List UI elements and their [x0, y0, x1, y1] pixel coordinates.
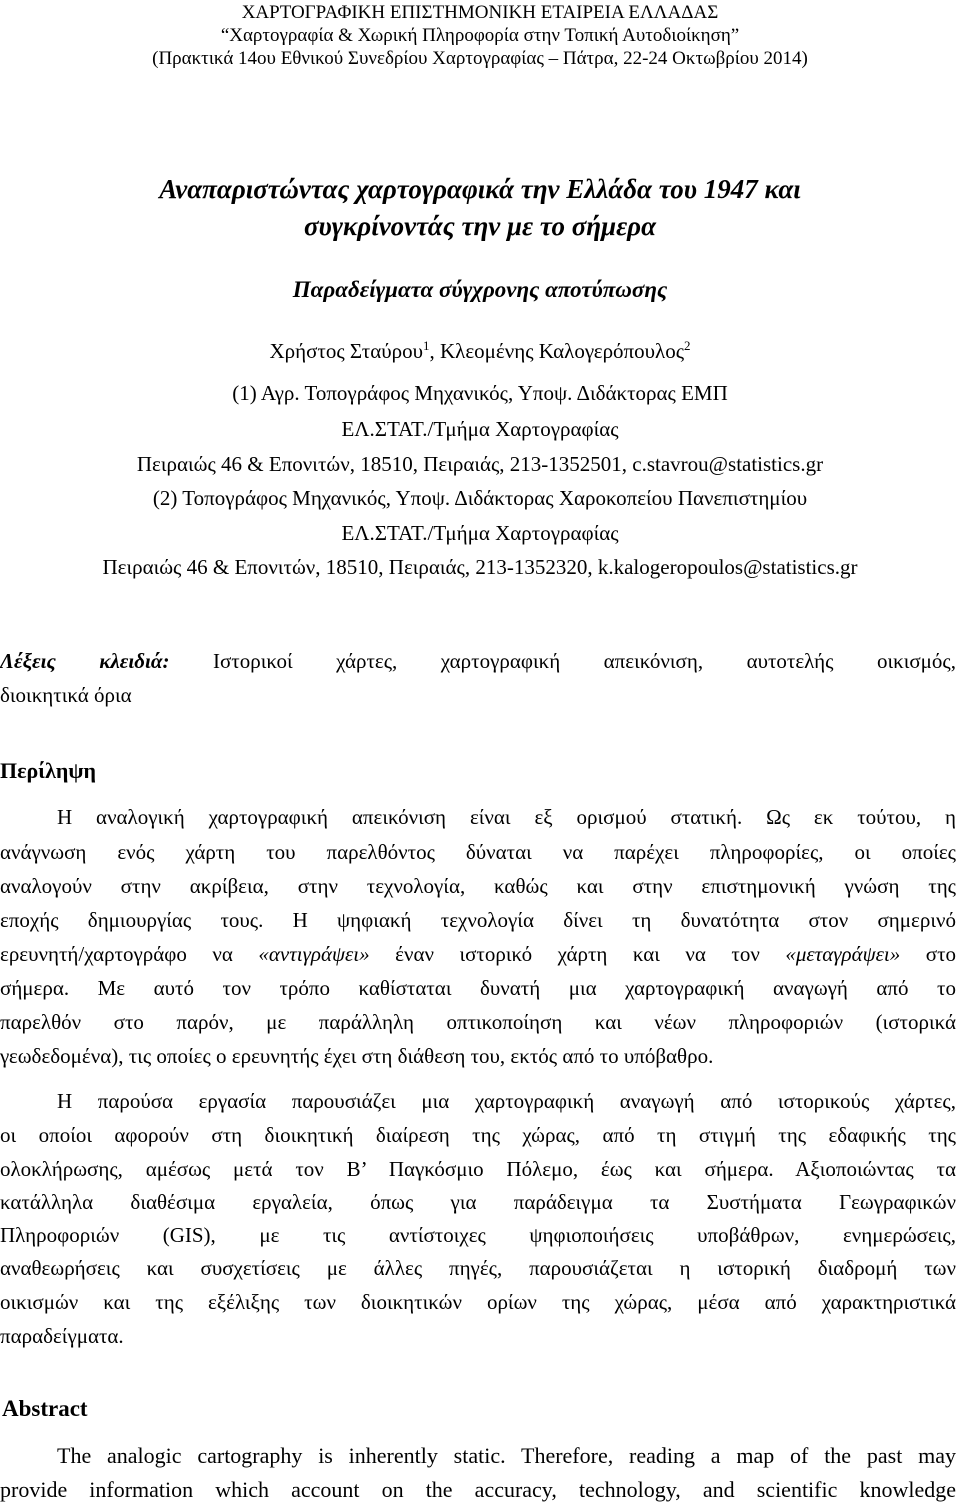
abstract-heading: Abstract [2, 1396, 88, 1421]
affiliation-2-title: (2) Τοπογράφος Μηχανικός, Υποψ. Διδάκτορας Χαροκοπείου Πανεπιστημίου [152, 486, 808, 510]
header-conference-theme: “Χαρτογραφία & Χωρική Πληροφορία στην Τοπική Αυτοδιοίκηση” [220, 25, 740, 46]
summary-emphasis: «μεταγράψει» [785, 942, 901, 966]
summary-text: έναν ιστορικό χάρτη και να τον [395, 942, 760, 966]
keywords-line2: διοικητικά όρια [0, 683, 132, 707]
author-2-affiliation-mark: 2 [684, 338, 691, 353]
summary-p2-line6: αναθεωρήσεις και συσχετίσεις με άλλες πηγές, παρουσιάζεται η ιστορική διαδρομή των [0, 1256, 956, 1280]
author-1: Χρήστος Σταύρου [269, 339, 423, 363]
header-society: ΧΑΡΤΟΓΡΑΦΙΚΗ ΕΠΙΣΤΗΜΟΝΙΚΗ ΕΤΑΙΡΕΙΑ ΕΛΛΑΔΑΣ [241, 2, 719, 23]
paper-subtitle: Παραδείγματα σύγχρονης αποτύπωσης [292, 277, 668, 302]
author-separator: , [429, 339, 440, 363]
author-2: Κλεομένης Καλογερόπουλος [439, 339, 685, 363]
summary-text: στο [925, 942, 957, 966]
summary-p1-line3: αναλογούν στην ακρίβεια, στην τεχνολογία, καθώς και στην επιστημονική γνώση της [0, 874, 956, 898]
summary-p2-line4: κατάλληλα διαθέσιμα εργαλεία, όπως για παράδειγμα τα Συστήματα Γεωγραφικών [0, 1190, 956, 1214]
summary-heading: Περίληψη [0, 758, 97, 783]
affiliation-2-address: Πειραιώς 46 & Επονιτών, 18510, Πειραιάς, 213-1352320, k.kalogeropoulos@statistics.gr [102, 555, 858, 579]
affiliation-1-address: Πειραιώς 46 & Επονιτών, 18510, Πειραιάς, 213-1352501, c.stavrou@statistics.gr [136, 452, 824, 476]
abstract-line2: provide information which account on the accuracy, technology, and scientific knowledge [0, 1477, 956, 1502]
summary-p1-line1: Η αναλογική χαρτογραφική απεικόνιση είναι εξ ορισμού στατική. Ως εκ τούτου, η [57, 805, 956, 829]
affiliation-1-department: ΕΛ.ΣΤΑΤ./Τμήμα Χαρτογραφίας [341, 417, 619, 441]
author-1-affiliation-mark: 1 [422, 338, 430, 353]
summary-p2-line8: παραδείγματα. [0, 1324, 124, 1348]
summary-p2-line7: οικισμών και της εξέλιξης των διοικητικών ορίων της χώρας, μέσα από χαρακτηριστικά [0, 1290, 956, 1314]
affiliation-2-department: ΕΛ.ΣΤΑΤ./Τμήμα Χαρτογραφίας [341, 521, 619, 545]
keywords-line1 [0, 649, 956, 674]
authors [0, 338, 960, 364]
paper-title-line2: συγκρίνοντάς την με το σήμερα [303, 211, 657, 241]
summary-p2-line1: Η παρούσα εργασία παρουσιάζει μια χαρτογραφική αναγωγή από ιστορικούς χάρτες, [57, 1089, 956, 1113]
summary-p2-line3: ολοκλήρωσης, αμέσως μετά τον Β’ Παγκόσμιο Πόλεμο, έως και σήμερα. Αξιοποιώντας τα [0, 1157, 956, 1181]
paper-title-line1: Αναπαριστώντας χαρτογραφικά την Ελλάδα του 1947 και [159, 174, 801, 204]
keywords-text: Ιστορικοί χάρτες, χαρτογραφική απεικόνιση, αυτοτελής οικισμός, [212, 649, 956, 673]
summary-p1-line8: γεωδεδομένα), τις οποίες ο ερευνητής έχει στη διάθεση του, εκτός από το υπόβαθρο. [0, 1044, 714, 1068]
summary-p1-line5 [0, 942, 956, 967]
summary-text: ερευνητή/χαρτογράφο να [0, 942, 233, 966]
summary-p1-line6: σήμερα. Με αυτό τον τρόπο καθίσταται δυνατή μια χαρτογραφική αναγωγή από το [0, 976, 956, 1000]
header-proceedings: (Πρακτικά 14ου Εθνικού Συνεδρίου Χαρτογραφίας – Πάτρα, 22-24 Οκτωβρίου 2014) [152, 48, 808, 69]
summary-p1-line7: παρελθόν στο παρόν, με παράλληλη οπτικοποίηση και νέων πληροφοριών (ιστορικά [0, 1010, 956, 1034]
summary-p1-line4: εποχής δημιουργίας τους. Η ψηφιακή τεχνολογία δίνει τη δυνατότητα στον σημερινό [0, 908, 956, 932]
summary-emphasis: «αντιγράψει» [258, 942, 370, 966]
summary-p2-line5: Πληροφοριών (GIS), με τις αντίστοιχες ψηφιοποιήσεις υποβάθρων, ενημερώσεις, [0, 1223, 956, 1247]
keywords-label: Λέξεις κλειδιά: [0, 649, 170, 673]
summary-p1-line2: ανάγνωση ενός χάρτη του παρελθόντος δύναται να παρέχει πληροφορίες, οι οποίες [0, 840, 956, 864]
affiliation-1-title: (1) Αγρ. Τοπογράφος Μηχανικός, Υποψ. Διδάκτορας ΕΜΠ [232, 381, 728, 405]
abstract-line1: The analogic cartography is inherently static. Therefore, reading a map of the past may [57, 1443, 956, 1468]
summary-p2-line2: οι οποίοι αφορούν στη διοικητική διαίρεση της χώρας, από τη στιγμή της εδαφικής της [0, 1123, 956, 1147]
